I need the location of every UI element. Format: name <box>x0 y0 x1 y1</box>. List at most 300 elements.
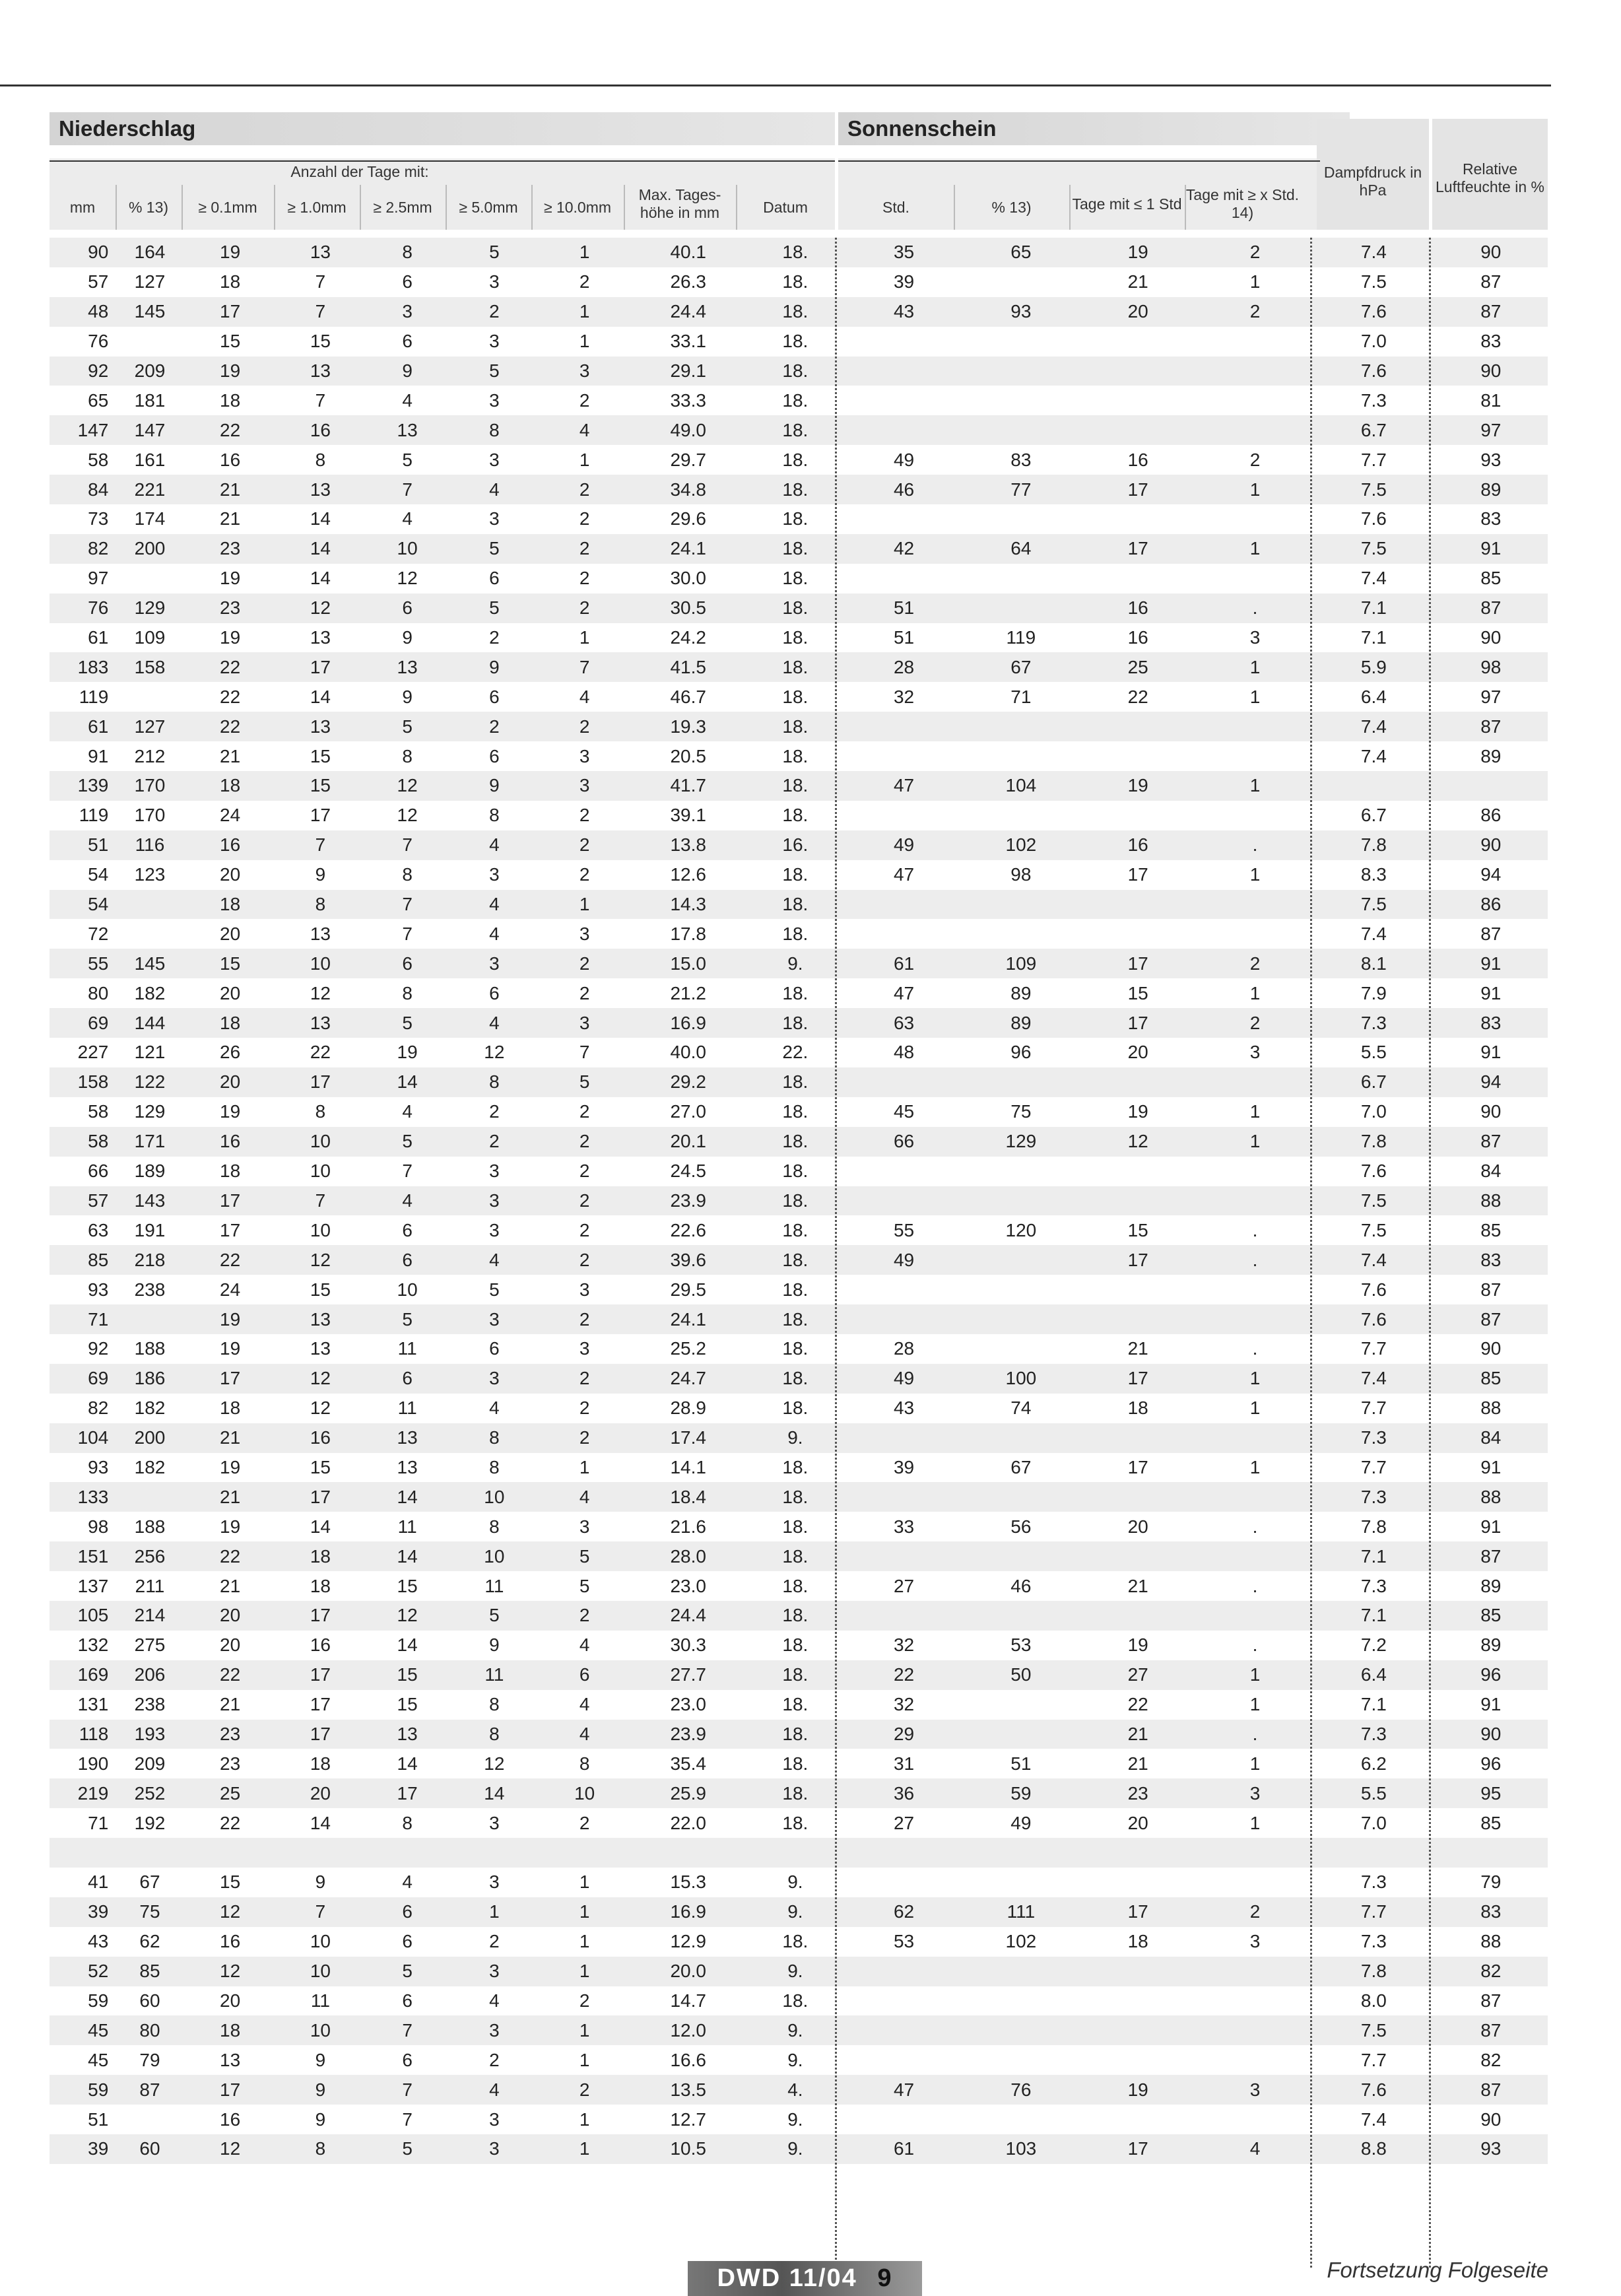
table-cell: 2 <box>451 1127 538 1157</box>
table-cell: 9. <box>745 1868 845 1897</box>
table-cell: 9 <box>364 356 451 386</box>
table-cell: 75 <box>962 1097 1079 1127</box>
table-cell <box>962 415 1079 445</box>
table-cell: 3 <box>451 2015 538 2045</box>
table-cell: 211 <box>116 1571 183 1601</box>
table-cell <box>1080 741 1197 771</box>
table-cell <box>962 1838 1079 1868</box>
table-cell: 12 <box>277 1394 364 1423</box>
table-cell <box>1197 1275 1313 1304</box>
table-cell <box>962 1245 1079 1275</box>
header-datum: Datum <box>763 198 808 216</box>
table-cell <box>845 741 962 771</box>
table-cell: 17 <box>183 1186 277 1216</box>
table-cell: 2 <box>538 1423 632 1453</box>
table-row <box>50 1957 1548 1986</box>
hdr-sep-4 <box>360 185 361 230</box>
table-cell: 89 <box>1434 1571 1548 1601</box>
table-cell: 20 <box>183 1631 277 1660</box>
table-cell: 7 <box>277 1897 364 1927</box>
table-cell: 54 <box>50 890 116 920</box>
table-cell <box>1080 1275 1197 1304</box>
table-cell: 3 <box>451 949 538 978</box>
table-cell: 62 <box>845 1897 962 1927</box>
table-cell: 1 <box>1197 1808 1313 1838</box>
table-cell: 41.5 <box>632 652 745 682</box>
table-cell: 8.0 <box>1313 1986 1434 2016</box>
table-cell: 6 <box>364 267 451 297</box>
table-cell: 2 <box>538 267 632 297</box>
table-cell: 7.3 <box>1313 1482 1434 1512</box>
table-row <box>50 415 1548 445</box>
table-cell <box>1197 1868 1313 1897</box>
table-cell: 1 <box>538 890 632 920</box>
table-cell: 1 <box>538 238 632 267</box>
table-cell: 19 <box>183 356 277 386</box>
table-cell: 22.0 <box>632 1808 745 1838</box>
table-cell: 90 <box>1434 356 1548 386</box>
table-cell: 139 <box>50 771 116 801</box>
table-cell: 3 <box>451 327 538 356</box>
table-cell: 21 <box>1080 1334 1197 1364</box>
table-cell: 18 <box>1080 1394 1197 1423</box>
table-cell: 18 <box>183 1157 277 1186</box>
table-cell: 188 <box>116 1334 183 1364</box>
table-cell: 9. <box>745 2045 845 2075</box>
table-cell: 25.2 <box>632 1334 745 1364</box>
table-cell: 12.9 <box>632 1927 745 1957</box>
table-cell: 5 <box>451 238 538 267</box>
table-cell: 2 <box>1197 1897 1313 1927</box>
table-cell: 96 <box>962 1038 1079 1067</box>
table-cell <box>1197 1601 1313 1631</box>
table-cell: 1 <box>1197 1127 1313 1157</box>
table-cell: 3 <box>451 1364 538 1394</box>
header-pct: % 13) <box>128 198 169 216</box>
table-cell: 10 <box>277 2015 364 2045</box>
table-cell: 16.6 <box>632 2045 745 2075</box>
table-cell: 4 <box>451 1986 538 2016</box>
table-cell: 8.1 <box>1313 949 1434 978</box>
header-std: Std. <box>882 198 910 216</box>
table-cell: 127 <box>116 712 183 741</box>
table-cell: 24.1 <box>632 534 745 564</box>
table-cell: 3 <box>451 1186 538 1216</box>
table-cell <box>1080 327 1197 356</box>
table-cell: 18.4 <box>632 1482 745 1512</box>
table-cell: 7.1 <box>1313 623 1434 653</box>
table-cell: 71 <box>962 682 1079 712</box>
table-cell: 6.4 <box>1313 1660 1434 1690</box>
table-cell: 6.7 <box>1313 415 1434 445</box>
table-cell: 29.5 <box>632 1275 745 1304</box>
table-cell: 18. <box>745 475 845 504</box>
table-row <box>50 801 1548 830</box>
table-cell: 19 <box>183 1334 277 1364</box>
table-cell: 47 <box>845 771 962 801</box>
table-row <box>50 593 1548 623</box>
table-cell: 19.3 <box>632 712 745 741</box>
table-cell: 122 <box>116 1067 183 1097</box>
table-cell: 1 <box>538 445 632 475</box>
table-cell: 87 <box>1434 1127 1548 1157</box>
table-cell: 21 <box>1080 1571 1197 1601</box>
table-cell: 7.1 <box>1313 1541 1434 1571</box>
table-cell <box>1197 919 1313 949</box>
table-cell: 129 <box>116 593 183 623</box>
table-cell: 50 <box>962 1660 1079 1690</box>
table-cell: 4 <box>364 386 451 415</box>
table-cell: 7.7 <box>1313 1334 1434 1364</box>
table-cell: 8 <box>277 445 364 475</box>
table-cell: 28 <box>845 652 962 682</box>
table-cell: 18. <box>745 1986 845 2016</box>
table-cell: 26.3 <box>632 267 745 297</box>
table-cell <box>1434 771 1548 801</box>
table-cell: 95 <box>1434 1778 1548 1808</box>
table-cell: 4 <box>451 919 538 949</box>
table-cell: 1 <box>1197 1749 1313 1778</box>
table-cell: 85 <box>50 1245 116 1275</box>
table-cell: 52 <box>50 1957 116 1986</box>
table-cell: 11 <box>364 1512 451 1541</box>
table-cell: 39 <box>50 2134 116 2164</box>
table-cell: 88 <box>1434 1482 1548 1512</box>
table-cell: 7.9 <box>1313 978 1434 1008</box>
table-cell <box>845 415 962 445</box>
table-cell: 18 <box>277 1749 364 1778</box>
table-cell: 2 <box>538 1986 632 2016</box>
table-cell: 4 <box>364 1868 451 1897</box>
table-cell: 10 <box>277 949 364 978</box>
table-cell: 8 <box>277 2134 364 2164</box>
table-cell: 4 <box>538 1690 632 1720</box>
table-cell: 18 <box>183 771 277 801</box>
table-cell: 6.7 <box>1313 1067 1434 1097</box>
header-ge01: ≥ 0.1mm <box>198 198 257 216</box>
table-cell <box>962 593 1079 623</box>
table-cell <box>116 1304 183 1334</box>
table-cell: 5.5 <box>1313 1038 1434 1067</box>
table-cell: 14.3 <box>632 890 745 920</box>
table-cell: 30.5 <box>632 593 745 623</box>
table-cell: 16 <box>183 445 277 475</box>
table-cell: 30.3 <box>632 1631 745 1660</box>
table-cell <box>962 1868 1079 1897</box>
table-cell: 23 <box>183 1720 277 1749</box>
table-cell: 53 <box>962 1631 1079 1660</box>
table-cell: 80 <box>50 978 116 1008</box>
table-cell: 8 <box>364 741 451 771</box>
table-cell: 17 <box>277 801 364 830</box>
table-cell: 43 <box>845 1394 962 1423</box>
table-cell: 84 <box>1434 1157 1548 1186</box>
table-cell: 79 <box>1434 1868 1548 1897</box>
table-cell: 7.7 <box>1313 1394 1434 1423</box>
table-cell: 109 <box>962 949 1079 978</box>
table-cell: 15 <box>1080 978 1197 1008</box>
table-cell <box>845 919 962 949</box>
table-cell: 174 <box>116 504 183 534</box>
table-cell: 5 <box>364 2134 451 2164</box>
table-cell: 27 <box>845 1808 962 1838</box>
table-cell: 18. <box>745 1067 845 1097</box>
table-row <box>50 445 1548 475</box>
table-cell: 87 <box>1434 2015 1548 2045</box>
table-cell: 90 <box>50 238 116 267</box>
table-cell: 10 <box>451 1541 538 1571</box>
table-cell: 83 <box>1434 1008 1548 1038</box>
table-cell: 90 <box>1434 1720 1548 1749</box>
table-cell: 65 <box>50 386 116 415</box>
table-cell: 12 <box>364 1601 451 1631</box>
table-cell: 6.4 <box>1313 682 1434 712</box>
table-cell <box>845 356 962 386</box>
table-cell: . <box>1197 1334 1313 1364</box>
table-cell: 18 <box>277 1571 364 1601</box>
table-cell: 8 <box>277 890 364 920</box>
table-row <box>50 297 1548 327</box>
header-ge50: ≥ 5.0mm <box>459 198 518 216</box>
table-cell: 170 <box>116 771 183 801</box>
table-cell: 91 <box>1434 1690 1548 1720</box>
table-cell: 16 <box>1080 445 1197 475</box>
table-cell: 12 <box>1080 1127 1197 1157</box>
table-cell <box>1197 564 1313 593</box>
table-cell: 3 <box>538 741 632 771</box>
table-cell: 18. <box>745 1631 845 1660</box>
table-cell: 18. <box>745 593 845 623</box>
table-cell: 8 <box>451 1067 538 1097</box>
table-cell: 7.0 <box>1313 1097 1434 1127</box>
table-cell: 13 <box>277 1008 364 1038</box>
table-cell: 4 <box>451 1394 538 1423</box>
table-cell: 100 <box>962 1364 1079 1394</box>
table-row <box>50 1127 1548 1157</box>
table-cell: 1 <box>538 327 632 356</box>
table-cell: 20 <box>1080 297 1197 327</box>
table-cell: 6 <box>364 1927 451 1957</box>
table-cell: 7.6 <box>1313 1304 1434 1334</box>
table-cell: 7 <box>364 1157 451 1186</box>
table-cell: 85 <box>116 1957 183 1986</box>
table-cell: 7.1 <box>1313 593 1434 623</box>
table-cell <box>1197 2105 1313 2134</box>
table-cell: 29.2 <box>632 1067 745 1097</box>
table-cell: 5 <box>364 445 451 475</box>
table-cell: 21 <box>183 1690 277 1720</box>
table-cell: 200 <box>116 534 183 564</box>
table-cell: 1 <box>538 1927 632 1957</box>
table-cell: 7.3 <box>1313 1720 1434 1749</box>
table-cell: 227 <box>50 1038 116 1067</box>
table-cell: 18. <box>745 1720 845 1749</box>
table-cell: 92 <box>50 356 116 386</box>
table-cell: 3 <box>1197 1038 1313 1067</box>
table-cell <box>1080 1838 1197 1868</box>
table-cell: 43 <box>50 1927 116 1957</box>
table-cell: 24 <box>183 801 277 830</box>
table-cell <box>116 564 183 593</box>
table-cell: 19 <box>183 1304 277 1334</box>
table-cell: 20 <box>183 1601 277 1631</box>
table-cell: 2 <box>1197 297 1313 327</box>
table-cell: 28 <box>845 1334 962 1364</box>
table-cell <box>116 890 183 920</box>
table-cell: 18. <box>745 1304 845 1334</box>
table-cell: 189 <box>116 1157 183 1186</box>
header-ge10: ≥ 1.0mm <box>287 198 347 216</box>
table-cell: 98 <box>962 860 1079 890</box>
table-cell: 88 <box>1434 1394 1548 1423</box>
table-cell: 35 <box>845 238 962 267</box>
table-cell: 3 <box>538 1512 632 1541</box>
table-cell: 6 <box>364 593 451 623</box>
table-cell <box>845 801 962 830</box>
table-cell: 85 <box>1434 564 1548 593</box>
table-cell: 256 <box>116 1541 183 1571</box>
table-cell: 22 <box>1080 1690 1197 1720</box>
table-cell: 6 <box>451 1334 538 1364</box>
hdr-sep-5 <box>446 185 447 230</box>
table-cell: 83 <box>1434 327 1548 356</box>
table-cell: 97 <box>50 564 116 593</box>
header-mm: mm <box>69 198 96 216</box>
table-cell: 8 <box>538 1749 632 1778</box>
table-row <box>50 1008 1548 1038</box>
table-cell: 10 <box>364 1275 451 1304</box>
table-cell: 3 <box>538 1275 632 1304</box>
table-cell: 2 <box>451 1097 538 1127</box>
table-cell: 21.2 <box>632 978 745 1008</box>
table-cell: 87 <box>1434 2075 1548 2105</box>
table-row <box>50 1423 1548 1453</box>
table-cell: 16 <box>277 1631 364 1660</box>
table-cell: 3 <box>451 1868 538 1897</box>
table-cell: 11 <box>277 1986 364 2016</box>
table-cell: 33 <box>845 1512 962 1541</box>
table-cell <box>277 1838 364 1868</box>
table-cell: 90 <box>1434 238 1548 267</box>
table-cell: 181 <box>116 386 183 415</box>
top-rule <box>0 84 1551 86</box>
table-cell <box>845 1067 962 1097</box>
table-cell: 119 <box>50 682 116 712</box>
table-cell: 15 <box>277 327 364 356</box>
table-cell <box>845 1541 962 1571</box>
table-cell: 24 <box>183 1275 277 1304</box>
table-cell: 2 <box>538 1215 632 1245</box>
table-cell <box>1197 356 1313 386</box>
table-cell: 2 <box>538 712 632 741</box>
table-cell: 15 <box>1080 1215 1197 1245</box>
table-cell: 3 <box>451 1215 538 1245</box>
table-cell: 102 <box>962 1927 1079 1957</box>
table-cell <box>962 1690 1079 1720</box>
table-cell: 3 <box>451 267 538 297</box>
table-cell: 73 <box>50 504 116 534</box>
table-cell: 7 <box>277 297 364 327</box>
table-cell: 16 <box>183 1127 277 1157</box>
table-cell: 8.8 <box>1313 2134 1434 2164</box>
table-cell: 14.7 <box>632 1986 745 2016</box>
table-cell: 18. <box>745 327 845 356</box>
table-cell: 15.3 <box>632 1868 745 1897</box>
table-cell: 48 <box>50 297 116 327</box>
header-ge25: ≥ 2.5mm <box>373 198 432 216</box>
table-cell <box>962 1423 1079 1453</box>
table-cell: 87 <box>1434 593 1548 623</box>
table-cell: 24.2 <box>632 623 745 653</box>
table-cell: 200 <box>116 1423 183 1453</box>
table-cell: 28.9 <box>632 1394 745 1423</box>
table-cell: 10 <box>277 1957 364 1986</box>
table-cell: 3 <box>538 356 632 386</box>
table-cell: 1 <box>1197 534 1313 564</box>
table-cell: 96 <box>1434 1660 1548 1690</box>
table-row <box>50 1364 1548 1394</box>
table-cell: 43 <box>845 297 962 327</box>
table-cell: 22 <box>1080 682 1197 712</box>
table-cell <box>1080 1186 1197 1216</box>
table-cell: 183 <box>50 652 116 682</box>
divider-rel <box>1429 238 1431 2268</box>
table-cell: 7 <box>277 386 364 415</box>
table-cell: 2 <box>538 386 632 415</box>
table-cell: 7.4 <box>1313 1245 1434 1275</box>
table-row <box>50 327 1548 356</box>
table-cell: 20.1 <box>632 1127 745 1157</box>
table-cell <box>1080 1868 1197 1897</box>
table-cell: 3 <box>451 1808 538 1838</box>
table-cell: 83 <box>1434 1897 1548 1927</box>
table-cell: 13 <box>277 712 364 741</box>
table-cell: 18. <box>745 1453 845 1483</box>
table-cell: 51 <box>845 593 962 623</box>
table-cell <box>1197 1482 1313 1512</box>
table-cell: 9 <box>277 1868 364 1897</box>
table-cell: 19 <box>183 623 277 653</box>
table-cell: 21 <box>1080 267 1197 297</box>
table-cell: 20 <box>1080 1808 1197 1838</box>
table-cell: 5 <box>364 1957 451 1986</box>
divider-dampf <box>1310 238 1312 2268</box>
table-row <box>50 1186 1548 1216</box>
table-cell: 6 <box>538 1660 632 1690</box>
table-cell: 2 <box>538 534 632 564</box>
table-cell: 8 <box>364 238 451 267</box>
table-cell: 18. <box>745 801 845 830</box>
table-cell: 12 <box>364 771 451 801</box>
table-cell: 120 <box>962 1215 1079 1245</box>
table-cell: 39.6 <box>632 1245 745 1275</box>
table-cell: 186 <box>116 1364 183 1394</box>
table-cell: 12 <box>183 1957 277 1986</box>
table-cell: 51 <box>50 2105 116 2134</box>
table-cell: 66 <box>845 1127 962 1157</box>
table-cell: 61 <box>845 949 962 978</box>
table-cell: 18. <box>745 1541 845 1571</box>
table-cell <box>1080 712 1197 741</box>
table-cell: 13.5 <box>632 2075 745 2105</box>
table-cell: 87 <box>1434 712 1548 741</box>
table-cell: 16 <box>183 2105 277 2134</box>
table-cell: 22 <box>845 1660 962 1690</box>
table-row <box>50 1334 1548 1364</box>
table-cell: 18 <box>183 267 277 297</box>
table-cell: 59 <box>50 1986 116 2016</box>
table-cell: 7 <box>364 475 451 504</box>
